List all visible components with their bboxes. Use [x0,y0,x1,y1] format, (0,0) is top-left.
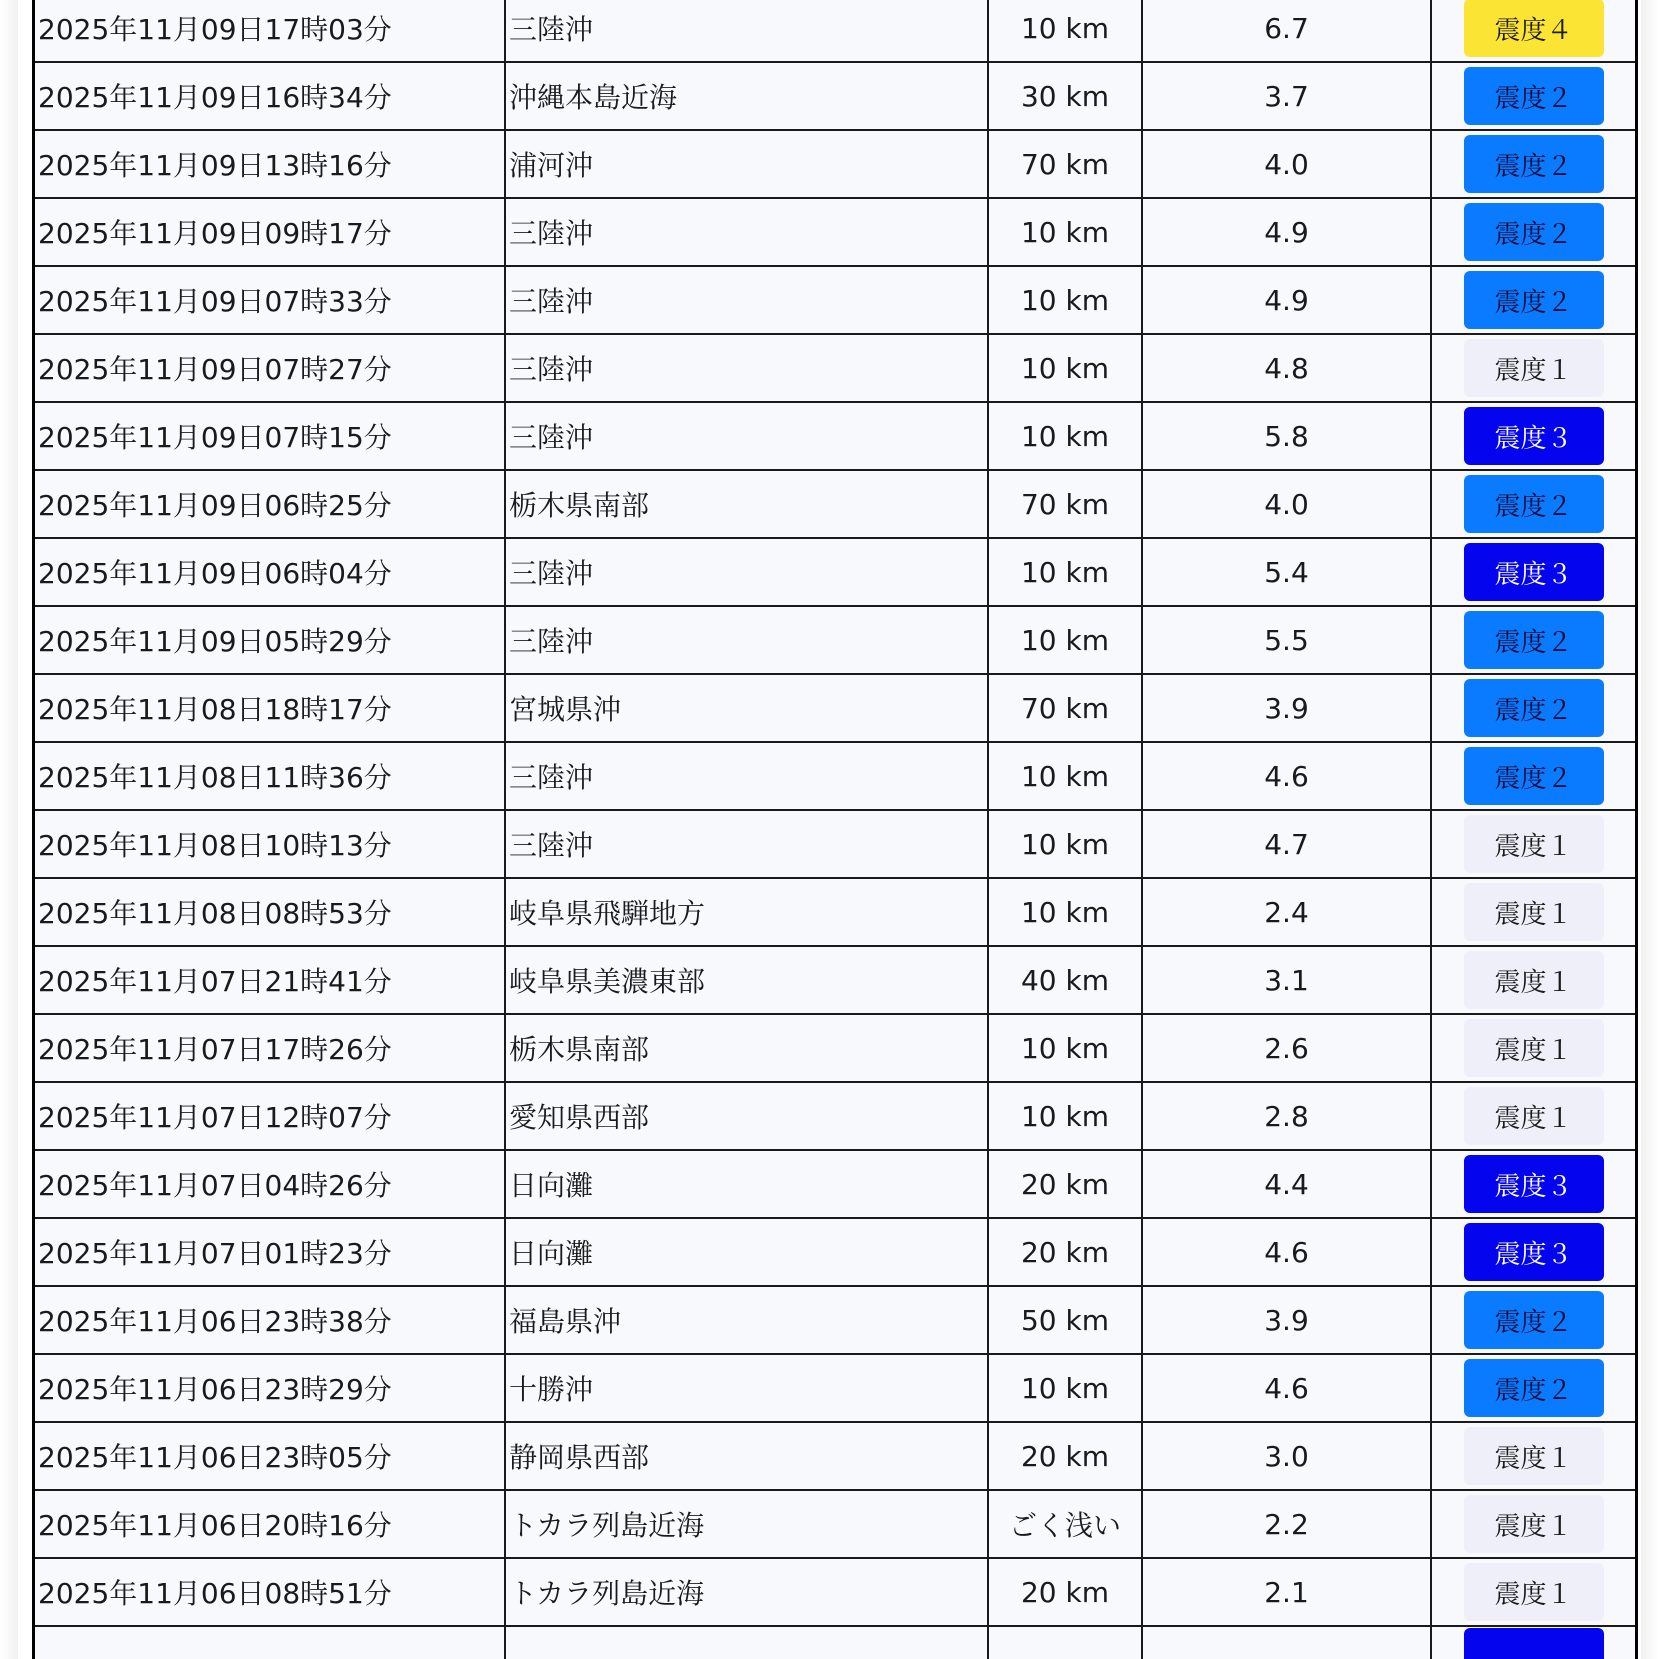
intensity-cell [1432,1627,1635,1659]
earthquake-row[interactable] [35,675,1635,743]
depth-cell: 10 km [989,1015,1143,1081]
region-cell [506,1627,989,1659]
datetime-cell: 2025年11月06日23時38分 [35,1287,506,1353]
intensity-badge: 震度３ [1464,407,1604,465]
datetime-cell: 2025年11月09日07時27分 [35,335,506,401]
depth-cell: 10 km [989,267,1143,333]
intensity-badge: 震度２ [1464,271,1604,329]
depth-cell: 20 km [989,1423,1143,1489]
magnitude-cell: 5.5 [1143,607,1432,673]
magnitude-cell: 5.4 [1143,539,1432,605]
intensity-badge: 震度２ [1464,1291,1604,1349]
datetime-cell: 2025年11月08日18時17分 [35,675,506,741]
intensity-cell [1432,1355,1635,1421]
earthquake-row[interactable] [35,1219,1635,1287]
intensity-badge: 震度２ [1464,1359,1604,1417]
magnitude-cell: 5.8 [1143,403,1432,469]
intensity-cell [1432,1219,1635,1285]
magnitude-cell: 2.2 [1143,1491,1432,1557]
earthquake-row[interactable] [35,1151,1635,1219]
region-cell: 沖縄本島近海 [506,63,989,129]
magnitude-cell: 3.9 [1143,675,1432,741]
datetime-cell: 2025年11月09日05時29分 [35,607,506,673]
intensity-badge: 震度３ [1464,1155,1604,1213]
intensity-badge: 震度１ [1464,1087,1604,1145]
intensity-cell [1432,131,1635,197]
earthquake-row[interactable] [35,1083,1635,1151]
depth-cell: 10 km [989,335,1143,401]
intensity-cell [1432,1287,1635,1353]
earthquake-table-body [35,0,1635,1659]
region-cell: トカラ列島近海 [506,1491,989,1557]
datetime-cell: 2025年11月07日12時07分 [35,1083,506,1149]
region-cell: 栃木県南部 [506,471,989,537]
magnitude-cell: 4.6 [1143,1355,1432,1421]
depth-cell: ごく浅い [989,1491,1143,1557]
magnitude-cell: 4.0 [1143,471,1432,537]
magnitude-cell: 4.9 [1143,267,1432,333]
intensity-cell [1432,0,1635,61]
region-cell: 静岡県西部 [506,1423,989,1489]
region-cell: 栃木県南部 [506,1015,989,1081]
intensity-badge: 震度２ [1464,679,1604,737]
intensity-badge: 震度１ [1464,339,1604,397]
datetime-cell [35,1627,506,1659]
intensity-cell [1432,539,1635,605]
earthquake-row[interactable] [35,1491,1635,1559]
intensity-badge [1464,1628,1604,1659]
earthquake-row[interactable] [35,0,1635,63]
datetime-cell: 2025年11月09日13時16分 [35,131,506,197]
region-cell: トカラ列島近海 [506,1559,989,1625]
earthquake-row[interactable] [35,947,1635,1015]
earthquake-row[interactable] [35,403,1635,471]
earthquake-row[interactable] [35,63,1635,131]
magnitude-cell: 3.1 [1143,947,1432,1013]
intensity-badge: 震度２ [1464,747,1604,805]
datetime-cell: 2025年11月06日20時16分 [35,1491,506,1557]
intensity-cell [1432,607,1635,673]
depth-cell: 10 km [989,1083,1143,1149]
region-cell: 宮城県沖 [506,675,989,741]
region-cell: 愛知県西部 [506,1083,989,1149]
intensity-cell [1432,1151,1635,1217]
depth-cell: 10 km [989,403,1143,469]
depth-cell: 70 km [989,131,1143,197]
datetime-cell: 2025年11月09日16時34分 [35,63,506,129]
depth-cell: 20 km [989,1559,1143,1625]
intensity-badge: 震度２ [1464,611,1604,669]
magnitude-cell: 4.9 [1143,199,1432,265]
magnitude-cell [1143,1627,1432,1659]
depth-cell: 10 km [989,0,1143,61]
datetime-cell: 2025年11月09日17時03分 [35,0,506,61]
magnitude-cell: 4.6 [1143,1219,1432,1285]
intensity-badge: 震度２ [1464,475,1604,533]
region-cell: 日向灘 [506,1151,989,1217]
magnitude-cell: 4.7 [1143,811,1432,877]
region-cell: 十勝沖 [506,1355,989,1421]
region-cell: 三陸沖 [506,0,989,61]
page-edge-left [0,0,18,1659]
datetime-cell: 2025年11月07日21時41分 [35,947,506,1013]
intensity-cell [1432,1559,1635,1625]
magnitude-cell: 3.7 [1143,63,1432,129]
intensity-cell [1432,811,1635,877]
depth-cell: 10 km [989,539,1143,605]
earthquake-row[interactable] [35,879,1635,947]
intensity-cell [1432,471,1635,537]
intensity-badge: 震度１ [1464,951,1604,1009]
region-cell: 三陸沖 [506,267,989,333]
region-cell: 三陸沖 [506,539,989,605]
intensity-cell [1432,63,1635,129]
intensity-cell [1432,1015,1635,1081]
datetime-cell: 2025年11月09日07時15分 [35,403,506,469]
depth-cell: 10 km [989,199,1143,265]
intensity-badge: 震度１ [1464,1427,1604,1485]
region-cell: 三陸沖 [506,335,989,401]
page-edge-right [1641,0,1659,1659]
intensity-badge: 震度１ [1464,815,1604,873]
earthquake-row[interactable] [35,539,1635,607]
depth-cell: 30 km [989,63,1143,129]
earthquake-row[interactable] [35,131,1635,199]
depth-cell: 10 km [989,879,1143,945]
datetime-cell: 2025年11月06日08時51分 [35,1559,506,1625]
intensity-cell [1432,1423,1635,1489]
earthquake-row[interactable] [35,1287,1635,1355]
magnitude-cell: 4.4 [1143,1151,1432,1217]
earthquake-row[interactable] [35,1355,1635,1423]
earthquake-row[interactable] [35,743,1635,811]
earthquake-row[interactable] [35,199,1635,267]
magnitude-cell: 2.1 [1143,1559,1432,1625]
region-cell: 岐阜県美濃東部 [506,947,989,1013]
earthquake-row[interactable] [35,471,1635,539]
earthquake-table [32,0,1638,1659]
region-cell: 三陸沖 [506,199,989,265]
intensity-badge: 震度１ [1464,883,1604,941]
datetime-cell: 2025年11月08日08時53分 [35,879,506,945]
datetime-cell: 2025年11月09日06時25分 [35,471,506,537]
magnitude-cell: 4.0 [1143,131,1432,197]
datetime-cell: 2025年11月09日09時17分 [35,199,506,265]
region-cell: 日向灘 [506,1219,989,1285]
earthquake-row[interactable] [35,267,1635,335]
depth-cell: 40 km [989,947,1143,1013]
region-cell: 三陸沖 [506,607,989,673]
region-cell: 三陸沖 [506,743,989,809]
magnitude-cell: 3.9 [1143,1287,1432,1353]
magnitude-cell: 4.6 [1143,743,1432,809]
earthquake-row[interactable] [35,1559,1635,1627]
intensity-cell [1432,879,1635,945]
intensity-cell [1432,1083,1635,1149]
depth-cell: 10 km [989,607,1143,673]
depth-cell: 10 km [989,1355,1143,1421]
intensity-badge: 震度３ [1464,543,1604,601]
datetime-cell: 2025年11月06日23時29分 [35,1355,506,1421]
magnitude-cell: 6.7 [1143,0,1432,61]
datetime-cell: 2025年11月08日10時13分 [35,811,506,877]
intensity-cell [1432,1491,1635,1557]
intensity-cell [1432,403,1635,469]
datetime-cell: 2025年11月06日23時05分 [35,1423,506,1489]
magnitude-cell: 2.6 [1143,1015,1432,1081]
intensity-badge: 震度２ [1464,135,1604,193]
depth-cell: 50 km [989,1287,1143,1353]
depth-cell: 10 km [989,743,1143,809]
intensity-cell [1432,267,1635,333]
intensity-badge: 震度２ [1464,67,1604,125]
earthquake-row[interactable] [35,607,1635,675]
depth-cell [989,1627,1143,1659]
magnitude-cell: 3.0 [1143,1423,1432,1489]
intensity-cell [1432,947,1635,1013]
intensity-badge: 震度１ [1464,1495,1604,1553]
region-cell: 岐阜県飛騨地方 [506,879,989,945]
region-cell: 三陸沖 [506,403,989,469]
intensity-badge: 震度４ [1464,0,1604,57]
datetime-cell: 2025年11月08日11時36分 [35,743,506,809]
earthquake-row[interactable] [35,1627,1635,1659]
datetime-cell: 2025年11月07日01時23分 [35,1219,506,1285]
intensity-badge: 震度２ [1464,203,1604,261]
datetime-cell: 2025年11月09日07時33分 [35,267,506,333]
intensity-cell [1432,335,1635,401]
intensity-badge: 震度３ [1464,1223,1604,1281]
intensity-cell [1432,675,1635,741]
datetime-cell: 2025年11月09日06時04分 [35,539,506,605]
earthquake-row[interactable] [35,1423,1635,1491]
earthquake-row[interactable] [35,335,1635,403]
earthquake-row[interactable] [35,811,1635,879]
depth-cell: 20 km [989,1219,1143,1285]
intensity-badge: 震度１ [1464,1563,1604,1621]
datetime-cell: 2025年11月07日17時26分 [35,1015,506,1081]
region-cell: 福島県沖 [506,1287,989,1353]
depth-cell: 20 km [989,1151,1143,1217]
intensity-cell [1432,199,1635,265]
earthquake-row[interactable] [35,1015,1635,1083]
intensity-badge: 震度１ [1464,1019,1604,1077]
depth-cell: 10 km [989,811,1143,877]
magnitude-cell: 2.8 [1143,1083,1432,1149]
intensity-cell [1432,743,1635,809]
region-cell: 浦河沖 [506,131,989,197]
depth-cell: 70 km [989,675,1143,741]
depth-cell: 70 km [989,471,1143,537]
datetime-cell: 2025年11月07日04時26分 [35,1151,506,1217]
magnitude-cell: 4.8 [1143,335,1432,401]
region-cell: 三陸沖 [506,811,989,877]
magnitude-cell: 2.4 [1143,879,1432,945]
